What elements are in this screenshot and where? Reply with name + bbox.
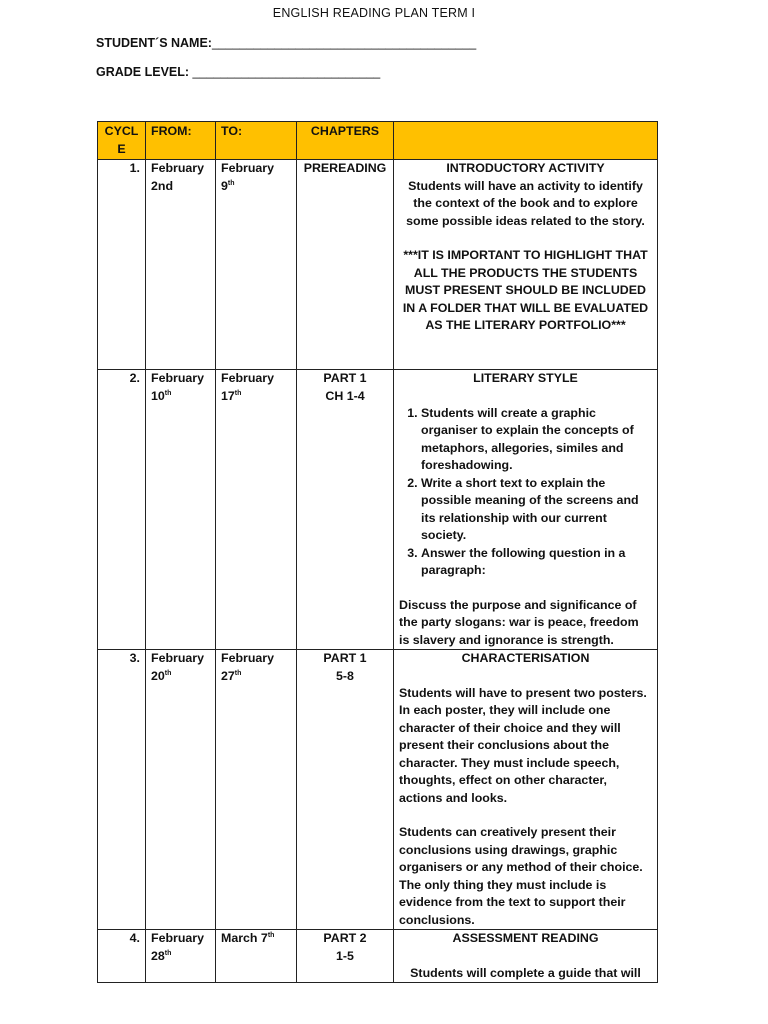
activity-cell — [394, 370, 658, 650]
activity-note: Students can creatively present their conclusions using drawings, graphic organisers or any method of their choice. The only thing they must include is evidence from the text to support their conclusions. — [399, 825, 643, 927]
activity-description: Students will have an activity to identify the context of the book and to explore some possible ideas related to the story. — [406, 178, 645, 228]
task-list — [399, 405, 652, 580]
header-to: TO: — [216, 122, 297, 160]
cycle-number: 4. — [98, 930, 146, 983]
list-item: 3. Answer the following question in a paragraph: — [421, 545, 652, 580]
grade-level-blank[interactable]: ___________________________ — [189, 65, 381, 79]
grade-level-field — [96, 65, 380, 79]
cycle-number: 3. — [98, 650, 146, 930]
activity-title: INTRODUCTORY ACTIVITY — [446, 161, 605, 175]
list-item: 1. Students will create a graphic organiser to explain the concepts of metaphors, allegories, similes and foreshadowing. — [421, 405, 652, 475]
list-item: 2. Write a short text to explain the possible meaning of the screens and its relationship with our current society. — [421, 475, 652, 545]
activity-title: ASSESSMENT READING — [452, 931, 599, 945]
to-date: February 27th — [216, 650, 297, 930]
student-name-blank[interactable]: ______________________________________ — [211, 36, 477, 50]
table-row — [98, 930, 658, 983]
chapter-cell: PREREADING — [297, 160, 394, 370]
activity-title: CHARACTERISATION — [461, 651, 590, 665]
from-date: February 10th — [146, 370, 216, 650]
reading-plan-table — [97, 121, 658, 983]
table-row — [98, 370, 658, 650]
discussion-question: Discuss the purpose and significance of the party slogans: war is peace, freedom is slavery and ignorance is strength. — [399, 597, 639, 647]
document-title: ENGLISH READING PLAN TERM I — [272, 6, 476, 20]
to-date: February 9th — [216, 160, 297, 370]
student-name-label: STUDENT´S NAME: — [96, 36, 212, 50]
activity-description: Students will complete a guide that will — [410, 965, 641, 980]
to-date: March 7th — [216, 930, 297, 983]
table-header-row — [98, 122, 658, 160]
header-activity — [394, 122, 658, 160]
student-name-field — [96, 36, 476, 50]
chapter-cell: PART 1 CH 1-4 — [297, 370, 394, 650]
activity-cell — [394, 930, 658, 983]
activity-cell — [394, 650, 658, 930]
table-row — [98, 160, 658, 370]
chapter-cell: PART 2 1-5 — [297, 930, 394, 983]
activity-cell — [394, 160, 658, 370]
activity-title: LITERARY STYLE — [473, 371, 578, 385]
header-chapters: CHAPTERS — [297, 122, 394, 160]
from-date: February 20th — [146, 650, 216, 930]
from-date: February 2nd — [146, 160, 216, 370]
table-row — [98, 650, 658, 930]
header-from: FROM: — [146, 122, 216, 160]
to-date: February 17th — [216, 370, 297, 650]
cycle-number: 1. — [98, 160, 146, 370]
activity-description: Students will have to present two posters. In each poster, they will include one character of their choice and they will present their conclusions about the character. They must include speech, thoughts, effect on other character, actions and looks. — [399, 685, 647, 805]
grade-level-label: GRADE LEVEL: — [96, 65, 190, 79]
activity-note: ***IT IS IMPORTANT TO HIGHLIGHT THAT ALL THE PRODUCTS THE STUDENTS MUST PRESENT SHOULD BE INCLUDED IN A FOLDER THAT WILL BE EVALUATED AS THE LITERARY PORTFOLIO*** — [402, 248, 649, 332]
header-cycle: CYCL E — [98, 122, 146, 160]
from-date: February 28th — [146, 930, 216, 983]
chapter-cell: PART 1 5-8 — [297, 650, 394, 930]
cycle-number: 2. — [98, 370, 146, 650]
